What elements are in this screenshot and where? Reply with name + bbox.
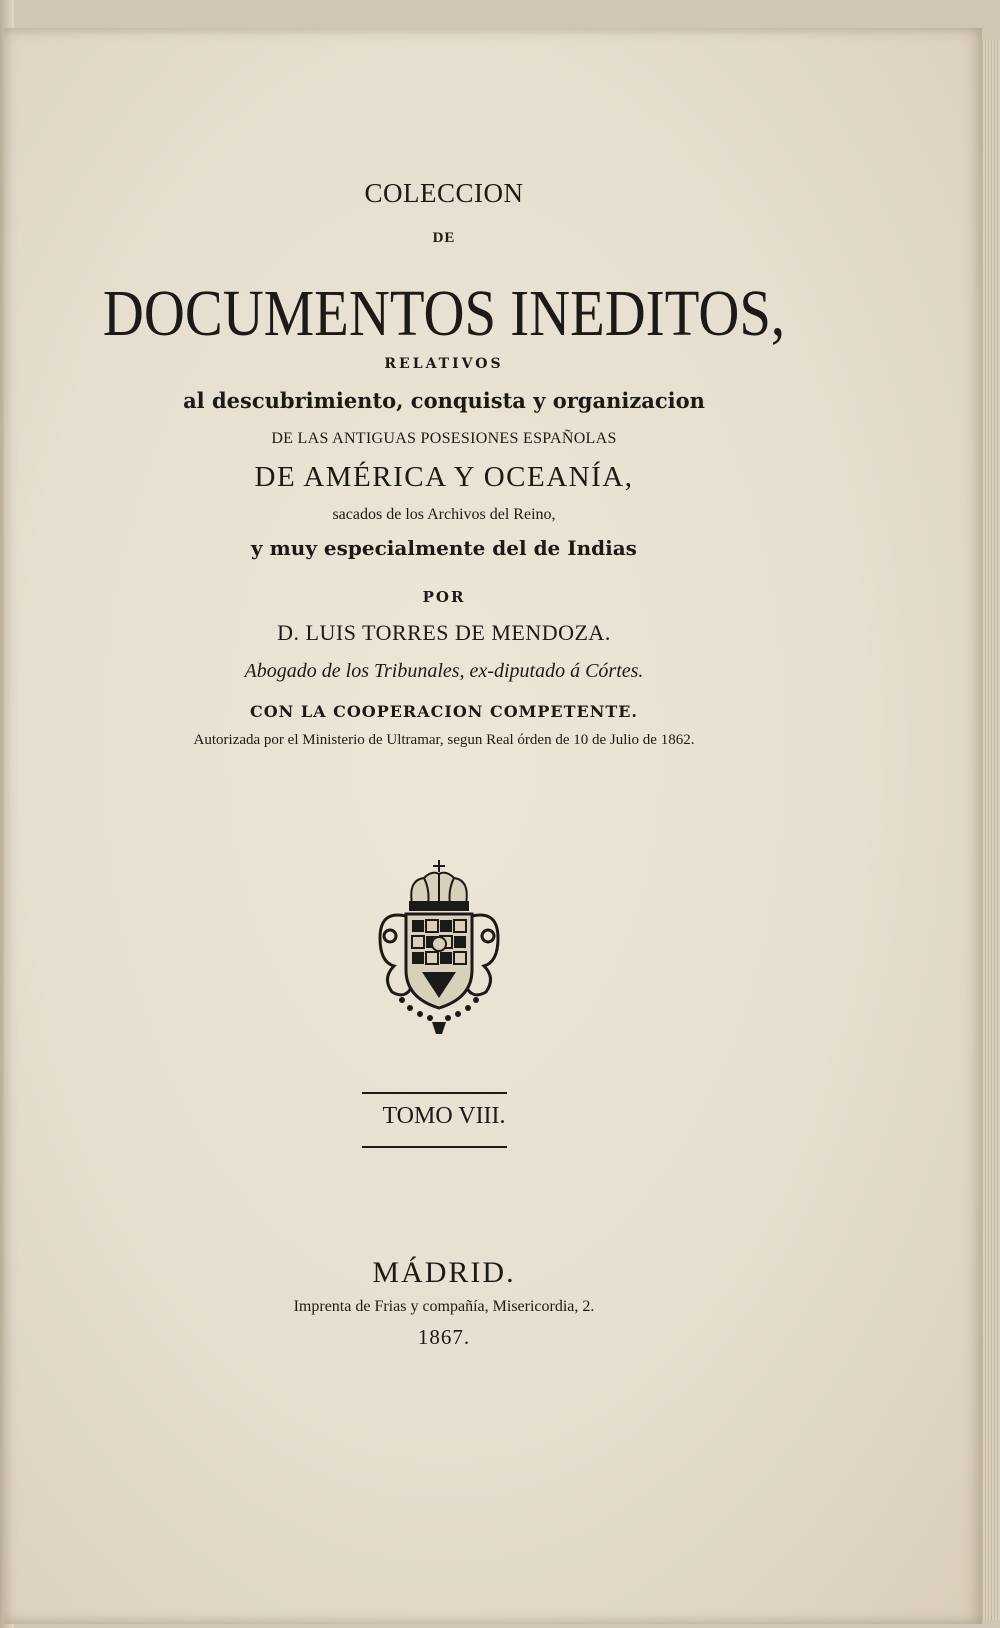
royal-coat-of-arms-emblem [372, 858, 506, 1038]
heading-coleccion: COLECCION [364, 178, 524, 208]
imprint-printer: Imprenta de Frias y compañía, Misericordia, 2. [293, 1298, 595, 1315]
volume-rule-top [362, 1092, 507, 1094]
volume-rule-bottom [362, 1146, 507, 1148]
imprint-year: 1867. [417, 1325, 471, 1349]
byline-por: POR [422, 588, 466, 606]
subtitle-relativos: RELATIVOS [384, 356, 504, 372]
main-title: DOCUMENTOS INEDITOS, [102, 277, 786, 350]
author-name: D. LUIS TORRES DE MENDOZA. [277, 620, 611, 645]
subtitle-subject: al descubrimiento, conquista y organizacion [183, 388, 705, 413]
author-title: Abogado de los Tribunales, ex-diputado á Córtes. [244, 660, 644, 682]
title-page [4, 28, 982, 1624]
subtitle-indias: y muy especialmente del de Indias [251, 536, 637, 560]
authorization-note: Autorizada por el Ministerio de Ultramar, segun Real órden de 10 de Julio de 1862. [193, 732, 695, 748]
subtitle-antiguas: DE LAS ANTIGUAS POSESIONES ESPAÑOLAS [271, 430, 617, 447]
subtitle-sacados: sacados de los Archivos del Reino, [332, 506, 556, 523]
page-edges [980, 40, 1000, 1620]
volume-label: TOMO VIII. [382, 1103, 506, 1129]
subtitle-region: DE AMÉRICA Y OCEANÍA, [254, 461, 634, 493]
cooperation-note: CON LA COOPERACION COMPETENTE. [249, 702, 638, 721]
heading-de: DE [432, 230, 456, 246]
imprint-city: MÁDRID. [372, 1256, 516, 1289]
